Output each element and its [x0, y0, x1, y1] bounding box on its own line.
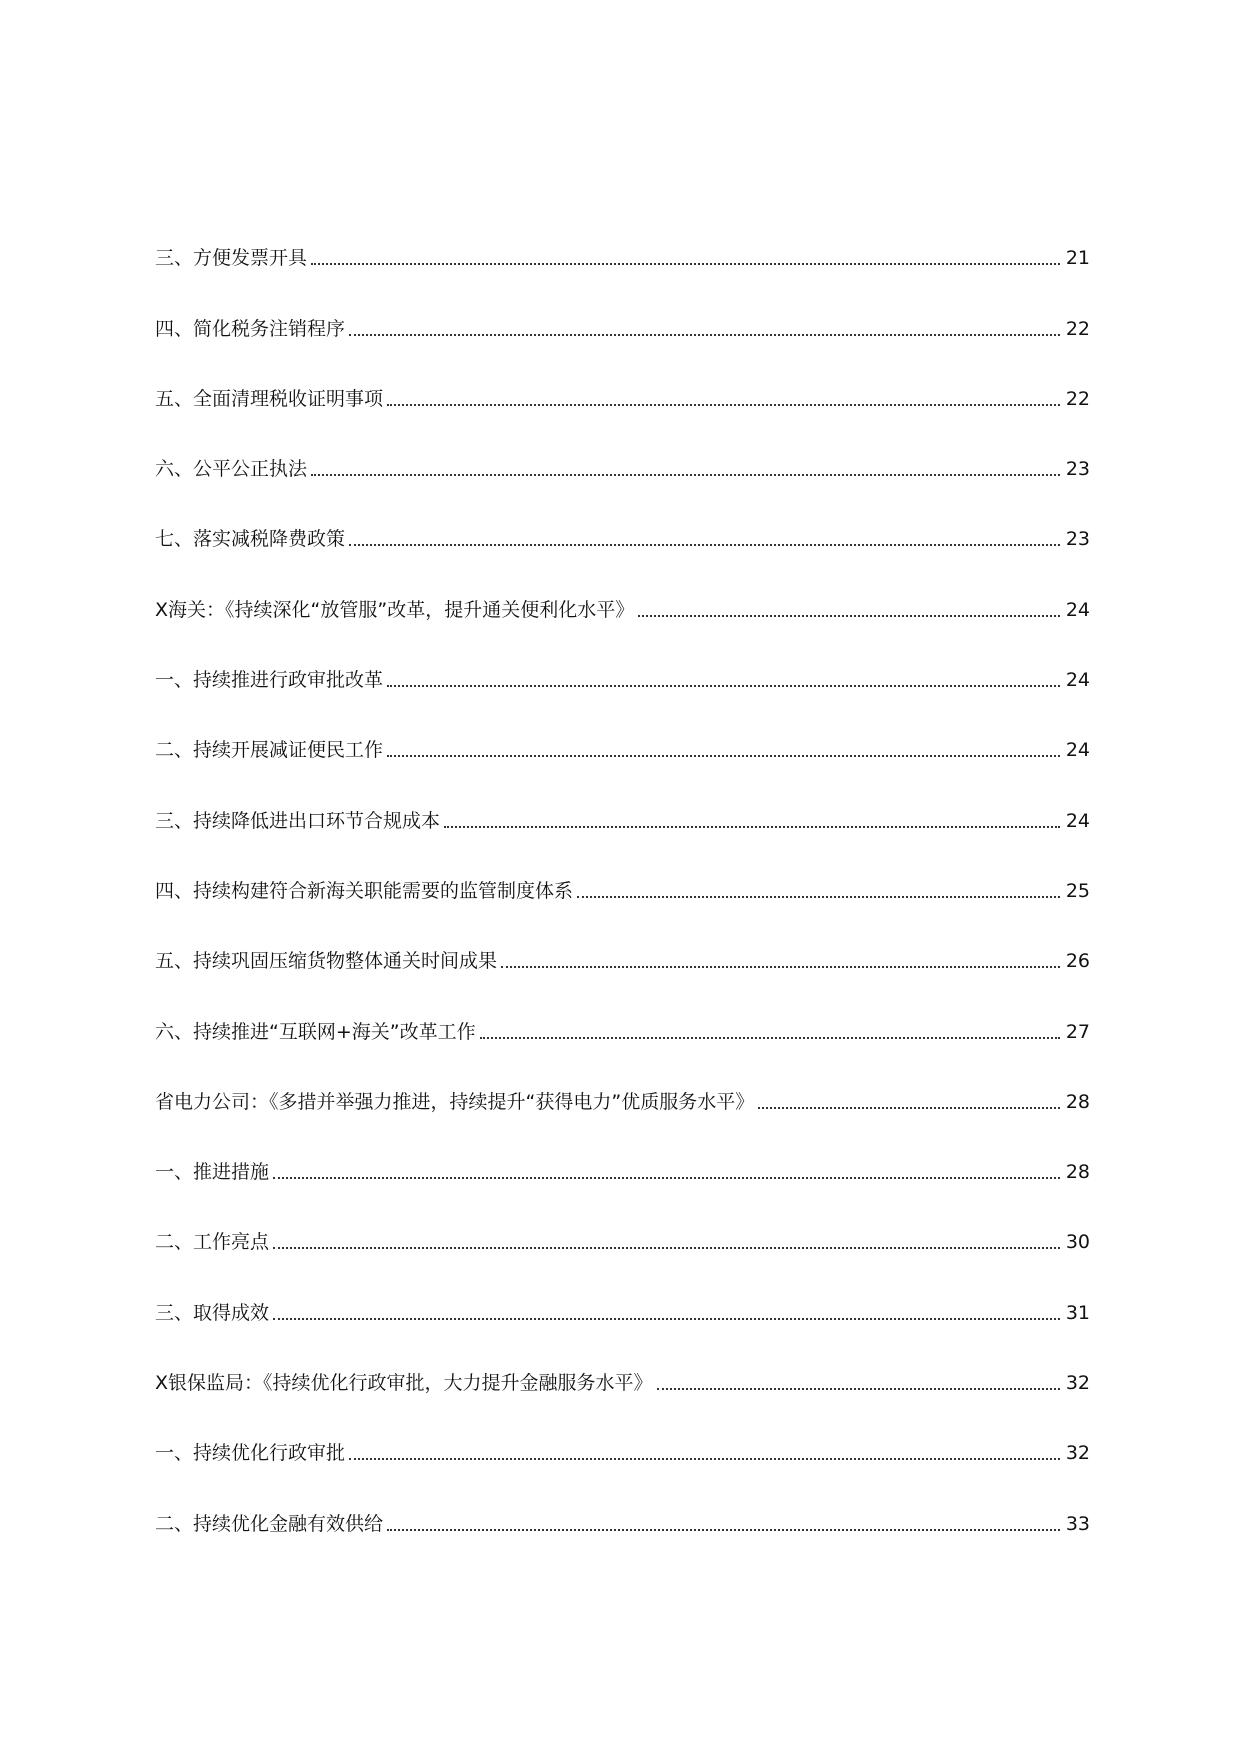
- toc-entry-title: 一、持续推进行政审批改革: [155, 669, 384, 692]
- toc-entry[interactable]: [155, 906, 1090, 976]
- toc-page-number: 33: [1065, 1512, 1090, 1535]
- toc-dot-leader: [273, 1318, 1060, 1320]
- toc-entry-title: 六、公平公正执法: [155, 458, 308, 481]
- toc-entry[interactable]: [155, 836, 1090, 906]
- toc-entry-title: 省电力公司：《多措并举强力推进，持续提升“获得电力”优质服务水平》: [155, 1090, 755, 1113]
- toc-dot-leader: [349, 1458, 1060, 1460]
- toc-entry[interactable]: [155, 273, 1090, 343]
- toc-page-number: 26: [1065, 950, 1090, 973]
- toc-page-number: 24: [1065, 809, 1090, 832]
- toc-page-number: 32: [1065, 1372, 1090, 1395]
- toc-entry-title: 二、持续开展减证便民工作: [155, 739, 384, 762]
- toc-page-number: 24: [1065, 598, 1090, 621]
- toc-dot-leader: [387, 1529, 1060, 1531]
- toc-dot-leader: [444, 826, 1060, 828]
- toc-entry[interactable]: [155, 765, 1090, 835]
- toc-dot-leader: [387, 404, 1060, 406]
- toc-entry[interactable]: [155, 203, 1090, 273]
- toc-entry[interactable]: [155, 976, 1090, 1046]
- toc-page-number: 23: [1065, 458, 1090, 481]
- toc-page-number: 24: [1065, 669, 1090, 692]
- toc-page-number: 22: [1065, 317, 1090, 340]
- toc-entry-title: 一、推进措施: [155, 1161, 270, 1184]
- toc-dot-leader: [349, 334, 1060, 336]
- toc-entry-title: 二、持续优化金融有效供给: [155, 1512, 384, 1535]
- toc-entry-title: 一、持续优化行政审批: [155, 1442, 346, 1465]
- toc-entry-title: X海关：《持续深化“放管服”改革，提升通关便利化水平》: [155, 598, 635, 621]
- toc-dot-leader: [273, 1177, 1060, 1179]
- toc-page-number: 23: [1065, 528, 1090, 551]
- toc-entry[interactable]: [155, 1328, 1090, 1398]
- toc-page-number: 21: [1065, 247, 1090, 270]
- toc-entry-title: X银保监局：《持续优化行政审批，大力提升金融服务水平》: [155, 1372, 653, 1395]
- toc-entry[interactable]: [155, 1117, 1090, 1187]
- toc-page-number: 28: [1065, 1090, 1090, 1113]
- toc-page-number: 22: [1065, 387, 1090, 410]
- toc-entry-title: 五、持续巩固压缩货物整体通关时间成果: [155, 950, 498, 973]
- toc-dot-leader: [349, 544, 1060, 546]
- toc-entry[interactable]: [155, 1187, 1090, 1257]
- toc-entry-title: 四、简化税务注销程序: [155, 317, 346, 340]
- table-of-contents: [155, 203, 1090, 1539]
- toc-page-number: 27: [1065, 1020, 1090, 1043]
- toc-entry[interactable]: [155, 1468, 1090, 1538]
- toc-entry[interactable]: [155, 554, 1090, 624]
- toc-page-number: 28: [1065, 1161, 1090, 1184]
- toc-page-number: 32: [1065, 1442, 1090, 1465]
- toc-entry-title: 七、落实减税降费政策: [155, 528, 346, 551]
- toc-dot-leader: [758, 1107, 1060, 1109]
- toc-page-number: 31: [1065, 1301, 1090, 1324]
- toc-entry[interactable]: [155, 695, 1090, 765]
- toc-entry-title: 四、持续构建符合新海关职能需要的监管制度体系: [155, 879, 574, 902]
- toc-entry[interactable]: [155, 414, 1090, 484]
- toc-dot-leader: [577, 896, 1060, 898]
- toc-entry-title: 六、持续推进“互联网+海关”改革工作: [155, 1020, 476, 1043]
- toc-dot-leader: [387, 685, 1060, 687]
- toc-dot-leader: [501, 966, 1060, 968]
- toc-dot-leader: [311, 474, 1060, 476]
- toc-entry[interactable]: [155, 344, 1090, 414]
- toc-entry-title: 二、工作亮点: [155, 1231, 270, 1254]
- toc-dot-leader: [657, 1388, 1060, 1390]
- toc-entry-title: 五、全面清理税收证明事项: [155, 387, 384, 410]
- toc-entry[interactable]: [155, 1047, 1090, 1117]
- toc-page-number: 25: [1065, 879, 1090, 902]
- toc-page-number: 24: [1065, 739, 1090, 762]
- toc-entry[interactable]: [155, 1398, 1090, 1468]
- toc-entry[interactable]: [155, 625, 1090, 695]
- toc-entry[interactable]: [155, 484, 1090, 554]
- toc-dot-leader: [273, 1247, 1060, 1249]
- toc-dot-leader: [638, 615, 1060, 617]
- toc-entry-title: 三、方便发票开具: [155, 247, 308, 270]
- toc-entry-title: 三、取得成效: [155, 1301, 270, 1324]
- toc-dot-leader: [387, 755, 1060, 757]
- toc-page-number: 30: [1065, 1231, 1090, 1254]
- toc-entry[interactable]: [155, 1257, 1090, 1327]
- toc-dot-leader: [480, 1037, 1060, 1039]
- toc-entry-title: 三、持续降低进出口环节合规成本: [155, 809, 441, 832]
- toc-dot-leader: [311, 263, 1060, 265]
